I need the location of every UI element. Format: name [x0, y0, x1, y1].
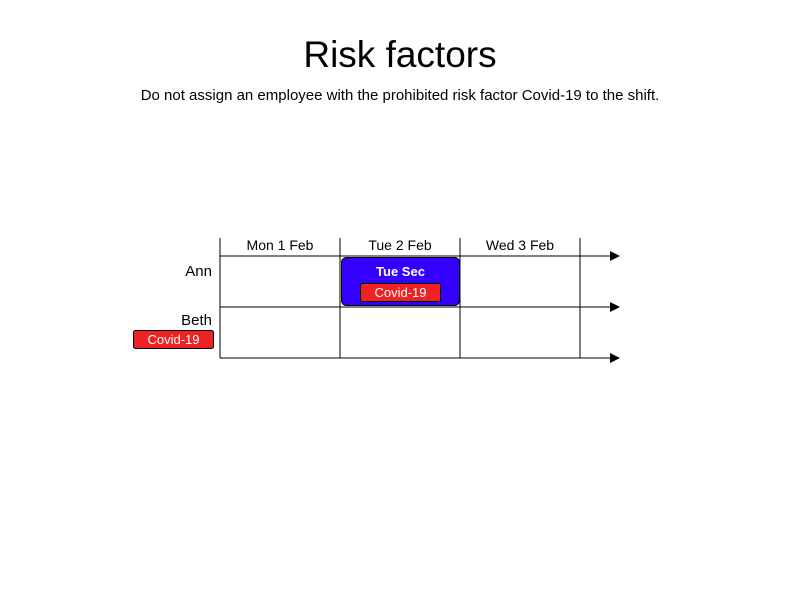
shift-label: Tue Sec: [376, 264, 425, 279]
shift-risk-badge-label: Covid-19: [374, 285, 427, 300]
risk-badge-label: Covid-19: [147, 332, 200, 347]
day-header: Wed 3 Feb: [485, 237, 555, 253]
employee-risk-badge: [134, 331, 214, 349]
shift-block[interactable]: [342, 258, 460, 306]
page-subtitle: Do not assign an employee with the prohibited risk factor Covid-19 to the shift.: [140, 87, 660, 104]
employee-name: Ann: [185, 263, 212, 280]
employee-name: Beth: [181, 312, 212, 329]
day-header: Mon 1 Feb: [246, 237, 314, 253]
day-header: Tue 2 Feb: [368, 237, 432, 253]
page-title: Risk factors: [303, 34, 497, 75]
